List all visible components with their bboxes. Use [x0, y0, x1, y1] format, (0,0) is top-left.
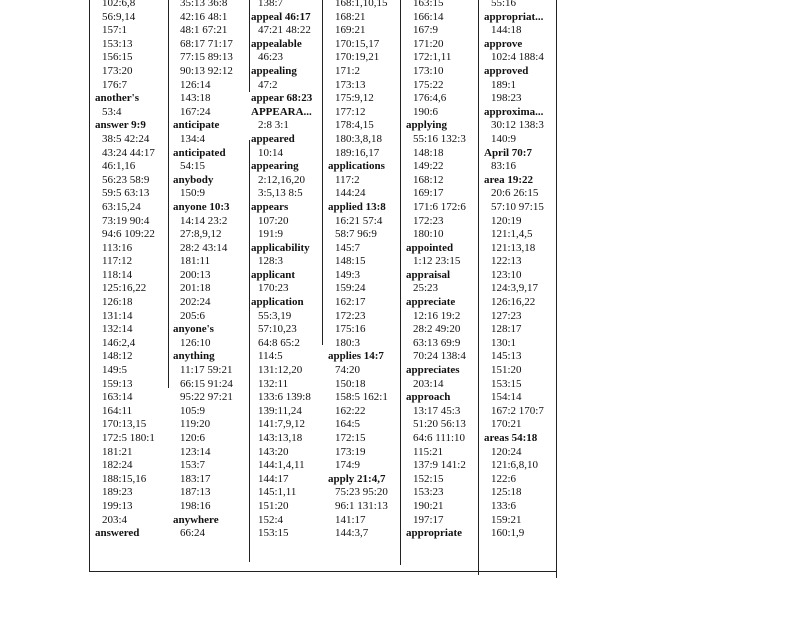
index-page-ref: 152:15	[413, 472, 444, 485]
index-page-ref: 171:20	[413, 37, 444, 50]
index-page-ref: 12:16 19:2	[413, 309, 461, 322]
index-page-ref: 127:23	[491, 309, 522, 322]
index-page-ref: 189:16,17	[335, 146, 380, 159]
index-page-ref: 125:16,22	[102, 282, 147, 295]
index-page-ref: 170:23	[258, 282, 289, 295]
index-page-ref: 172:1,11	[413, 51, 452, 64]
index-page-ref: 132:11	[258, 377, 289, 390]
index-term: appraisal	[406, 268, 451, 281]
index-term: anywhere	[173, 513, 219, 526]
index-page-ref: 55:16 132:3	[413, 132, 466, 145]
index-page-ref: 173:13	[335, 78, 366, 91]
index-term: approve	[484, 37, 523, 50]
index-page-ref: 131:14	[102, 309, 133, 322]
index-page-ref: 198:23	[491, 92, 522, 105]
index-term: appeal 46:17	[251, 10, 311, 23]
index-page-ref: 120:19	[491, 214, 522, 227]
index-page-ref: 172:15	[335, 432, 366, 444]
column-divider-2b	[249, 140, 250, 562]
column-divider-2	[249, 0, 250, 92]
index-page-ref: 175:9,12	[335, 92, 374, 105]
index-page-ref: 54:15	[180, 160, 206, 173]
index-page-ref: 153:15	[491, 377, 522, 390]
index-page-ref: 175:22	[413, 78, 444, 91]
index-page-ref: 152:4	[258, 513, 284, 526]
index-page-ref: 202:24	[180, 296, 211, 309]
index-page-ref: 107:20	[258, 214, 289, 227]
index-term: appropriate	[406, 527, 463, 540]
index-page-ref: 83:16	[491, 160, 517, 173]
index-term: approach	[406, 391, 451, 404]
index-page-ref: 149:22	[413, 160, 444, 173]
index-page-ref: 138:7	[258, 0, 284, 9]
index-page-ref: 197:17	[413, 513, 444, 526]
index-page-ref: 59:5 63:13	[102, 187, 150, 200]
index-term: appropriat...	[484, 10, 544, 23]
index-page-ref: 25:23	[413, 282, 439, 295]
index-page-ref: 151:20	[258, 499, 289, 512]
index-page-ref: 137:9 141:2	[413, 459, 466, 472]
index-page-ref: 150:18	[335, 377, 366, 390]
index-term: applications	[328, 160, 385, 173]
index-page-ref: 38:5 42:24	[102, 132, 150, 145]
index-page-ref: 157:1	[102, 24, 128, 37]
index-page-ref: 145:1,11	[258, 486, 297, 499]
index-page-ref: 141:17	[335, 513, 366, 526]
index-page-ref: 148:18	[413, 146, 444, 159]
index-page-ref: 56:9,14	[102, 10, 136, 23]
index-page-ref: 70:24 138:4	[413, 350, 466, 363]
index-page-ref: 143:20	[258, 445, 289, 458]
index-page-ref: 169:21	[335, 24, 366, 37]
index-page-ref: 46:23	[258, 51, 284, 64]
index-page-ref: 117:12	[102, 255, 133, 268]
index-term: appealing	[251, 64, 297, 77]
index-page-ref: 120:24	[491, 445, 522, 458]
index-page-ref: 145:13	[491, 350, 522, 363]
index-page-ref: 153:23	[413, 486, 444, 499]
index-page-ref: 51:20 56:13	[413, 418, 466, 431]
index-page-ref: 172:23	[413, 214, 444, 227]
index-page-ref: 13:17 45:3	[413, 404, 461, 417]
index-page-ref: 126:16,22	[491, 296, 536, 309]
index-page-ref: 181:21	[102, 445, 133, 458]
index-page-ref: 126:14	[180, 78, 211, 91]
index-page-ref: 73:19 90:4	[102, 214, 150, 227]
index-page-ref: 42:16 48:1	[180, 10, 228, 23]
index-column-1	[95, 0, 169, 541]
index-page-ref: 47:2	[258, 78, 278, 91]
index-page-ref: 47:21 48:22	[258, 24, 311, 37]
index-page-ref: 170:19,21	[335, 51, 380, 64]
index-page-ref: 121:1,4,5	[491, 228, 533, 241]
index-page-ref: 144:24	[335, 187, 366, 200]
index-page-ref: 48:1 67:21	[180, 24, 228, 37]
bottom-border	[89, 571, 557, 572]
index-term: APPEARA...	[251, 105, 312, 118]
index-page-ref: 189:1	[491, 78, 517, 91]
index-page-ref: 124:3,9,17	[491, 282, 539, 295]
index-page-ref: 131:12,20	[258, 364, 303, 377]
left-border	[89, 0, 90, 572]
index-page-ref: 55:3,19	[258, 309, 292, 322]
index-page-ref: 140:9	[491, 132, 517, 145]
index-page-ref: 55:16	[491, 0, 517, 9]
index-term: answer 9:9	[95, 119, 146, 132]
index-term: applicant	[251, 268, 296, 281]
index-page-ref: 150:9	[180, 187, 206, 200]
index-page-ref: 57:10,23	[258, 323, 297, 336]
index-page-ref: 20:6 26:15	[491, 187, 539, 200]
index-page-ref: 159:21	[491, 513, 522, 526]
index-page-ref: 90:13 92:12	[180, 64, 233, 77]
index-page-ref: 122:6	[491, 472, 517, 485]
index-page-ref: 163:14	[102, 391, 133, 404]
index-term: appealable	[251, 37, 302, 50]
index-page-ref: 132:14	[102, 323, 133, 336]
index-column-4	[328, 0, 400, 541]
index-page-ref: 102:4 188:4	[491, 51, 544, 64]
index-page-ref: 57:10 97:15	[491, 200, 544, 213]
index-page-ref: 168:12	[413, 173, 444, 186]
index-page-ref: 126:18	[102, 296, 133, 309]
index-page-ref: 200:13	[180, 268, 211, 281]
index-page-ref: 2:12,16,20	[258, 173, 306, 186]
index-page-ref: 178:4,15	[335, 119, 374, 132]
index-page-ref: 146:2,4	[102, 336, 136, 349]
index-page-ref: 113:16	[102, 241, 133, 254]
index-page-ref: 46:1,16	[102, 160, 136, 173]
index-page-ref: 128:3	[258, 255, 284, 268]
index-page-ref: 148:12	[102, 350, 133, 363]
index-page-ref: 167:2 170:7	[491, 404, 544, 417]
index-page-ref: 166:14	[413, 10, 444, 23]
index-page-ref: 159:24	[335, 282, 366, 295]
index-term: applicability	[251, 241, 310, 254]
index-page-ref: 159:13	[102, 377, 133, 390]
index-page-ref: 58:7 96:9	[335, 228, 377, 241]
index-page-ref: 144:3,7	[335, 527, 369, 540]
index-page-ref: 203:4	[102, 513, 128, 526]
index-page-ref: 122:13	[491, 255, 522, 268]
index-page-ref: 169:17	[413, 187, 444, 200]
index-term: appear 68:23	[251, 92, 313, 105]
index-page-ref: 63:13 69:9	[413, 336, 461, 349]
index-page-ref: 168:21	[335, 10, 366, 23]
index-page-ref: 68:17 71:17	[180, 37, 233, 50]
index-page-ref: 128:17	[491, 323, 522, 336]
index-page-ref: 183:17	[180, 472, 211, 485]
index-page-ref: 171:6 172:6	[413, 200, 466, 213]
index-page-ref: 180:10	[413, 228, 444, 241]
index-column-5	[406, 0, 479, 541]
index-page-ref: 170:21	[491, 418, 522, 431]
index-page-ref: 205:6	[180, 309, 206, 322]
index-page-ref: 176:4,6	[413, 92, 447, 105]
index-page-ref: 64:8 65:2	[258, 336, 300, 349]
index-term: appreciates	[406, 364, 460, 377]
index-page-ref: 56:23 58:9	[102, 173, 150, 186]
index-term: application	[251, 296, 304, 309]
index-column-6	[484, 0, 556, 541]
index-page-ref: 198:16	[180, 499, 211, 512]
index-page-ref: 199:13	[102, 499, 133, 512]
index-page-ref: 28:2 43:14	[180, 241, 228, 254]
index-page-ref: 66:15 91:24	[180, 377, 233, 390]
index-page-ref: 141:7,9,12	[258, 418, 306, 431]
index-page-ref: 10:14	[258, 146, 284, 159]
index-term: area 19:22	[484, 173, 533, 186]
index-page-ref: 149:5	[102, 364, 128, 377]
index-page-ref: 153:15	[258, 527, 289, 540]
index-term: applies 14:7	[328, 350, 384, 363]
index-term: anybody	[173, 173, 214, 186]
index-page-ref: 180:3	[335, 336, 361, 349]
index-term: answered	[95, 527, 140, 540]
index-term: appeared	[251, 132, 295, 145]
index-page-ref: 115:21	[413, 445, 444, 458]
index-page-ref: 133:6 139:8	[258, 391, 311, 404]
index-page-ref: 153:13	[102, 37, 133, 50]
index-page-ref: 64:6 111:10	[413, 432, 466, 444]
index-page-ref: 167:9	[413, 24, 439, 37]
index-page-ref: 144:17	[258, 472, 289, 485]
index-term: areas 54:18	[484, 432, 538, 444]
index-page-ref: 190:6	[413, 105, 439, 118]
index-term: appointed	[406, 241, 454, 254]
index-page-ref: 173:20	[102, 64, 133, 77]
index-page-ref: 151:20	[491, 364, 522, 377]
index-term: applying	[406, 119, 447, 132]
index-page-ref: 189:23	[102, 486, 133, 499]
index-page-ref: 172:23	[335, 309, 366, 322]
index-page-ref: 160:1,9	[491, 527, 525, 540]
index-page-ref: 11:17 59:21	[180, 364, 233, 377]
index-page-ref: 148:15	[335, 255, 366, 268]
index-column-2	[173, 0, 249, 541]
index-page-ref: 163:15	[413, 0, 444, 9]
index-page-ref: 162:17	[335, 296, 366, 309]
index-page-ref: 74:20	[335, 364, 361, 377]
index-page-ref: 114:5	[258, 350, 283, 363]
index-term: applied 13:8	[328, 200, 386, 213]
index-term: appreciate	[406, 296, 456, 309]
index-page-ref: 3:5,13 8:5	[258, 187, 303, 200]
index-page-ref: 14:14 23:2	[180, 214, 228, 227]
index-page-ref: 53:4	[102, 105, 122, 118]
index-page-ref: 158:5 162:1	[335, 391, 388, 404]
index-page-ref: 43:24 44:17	[102, 146, 155, 159]
index-page-ref: 191:9	[258, 228, 284, 241]
index-page-ref: 120:6	[180, 432, 206, 444]
index-page-ref: 126:10	[180, 336, 211, 349]
index-page-ref: 168:1,10,15	[335, 0, 388, 9]
index-column-3	[251, 0, 323, 541]
index-term: appears	[251, 200, 289, 213]
right-border	[556, 0, 557, 578]
index-page-ref: 187:13	[180, 486, 211, 499]
index-page-ref: 177:12	[335, 105, 366, 118]
index-term: anyone 10:3	[173, 200, 230, 213]
index-page-ref: 119:20	[180, 418, 211, 431]
index-page-ref: 75:23 95:20	[335, 486, 388, 499]
index-page-ref: 133:6	[491, 499, 517, 512]
index-term: approved	[484, 64, 529, 77]
index-page-ref: 16:21 57:4	[335, 214, 383, 227]
index-page-ref: 134:4	[180, 132, 206, 145]
index-page-ref: 117:2	[335, 173, 360, 186]
index-page-ref: 66:24	[180, 527, 206, 540]
index-page-ref: 2:8 3:1	[258, 119, 289, 132]
index-term: April 70:7	[484, 146, 532, 159]
index-page-ref: 123:14	[180, 445, 211, 458]
index-page-ref: 143:18	[180, 92, 211, 105]
index-page-ref: 139:11,24	[258, 404, 302, 417]
index-page-ref: 118:14	[102, 268, 133, 281]
index-page-ref: 94:6 109:22	[102, 228, 155, 241]
index-page-ref: 176:7	[102, 78, 128, 91]
index-page-ref: 162:22	[335, 404, 366, 417]
index-page-ref: 188:15,16	[102, 472, 147, 485]
column-divider-4	[400, 0, 401, 565]
index-page-ref: 201:18	[180, 282, 211, 295]
index-page-ref: 164:5	[335, 418, 361, 431]
index-page-ref: 144:18	[491, 24, 522, 37]
index-term: anticipated	[173, 146, 226, 159]
index-page-ref: 130:1	[491, 336, 517, 349]
index-page-ref: 27:8,9,12	[180, 228, 222, 241]
index-page-ref: 1:12 23:15	[413, 255, 461, 268]
index-page-ref: 173:19	[335, 445, 366, 458]
index-page-ref: 121:13,18	[491, 241, 536, 254]
index-term: approxima...	[484, 105, 544, 118]
index-page-ref: 173:10	[413, 64, 444, 77]
index-term: appearing	[251, 160, 299, 173]
index-page-ref: 105:9	[180, 404, 206, 417]
index-page-ref: 63:15,24	[102, 200, 141, 213]
index-term: anything	[173, 350, 215, 363]
index-page-ref: 164:11	[102, 404, 133, 417]
index-page-ref: 102:6,8	[102, 0, 136, 9]
index-page-ref: 144:1,4,11	[258, 459, 305, 472]
index-page-ref: 182:24	[102, 459, 133, 472]
index-page-ref: 143:13,18	[258, 432, 303, 444]
index-term: apply 21:4,7	[328, 472, 386, 485]
index-page-ref: 167:24	[180, 105, 211, 118]
index-term: anticipate	[173, 119, 220, 132]
index-page-ref: 180:3,8,18	[335, 132, 383, 145]
index-page-ref: 174:9	[335, 459, 361, 472]
index-page-ref: 154:14	[491, 391, 522, 404]
index-page-ref: 28:2 49:20	[413, 323, 461, 336]
index-page-ref: 125:18	[491, 486, 522, 499]
index-page-ref: 149:3	[335, 268, 361, 281]
index-page-ref: 35:13 36:8	[180, 0, 228, 9]
index-page-ref: 96:1 131:13	[335, 499, 388, 512]
index-page-ref: 172:5 180:1	[102, 432, 155, 444]
index-page-ref: 156:15	[102, 51, 133, 64]
index-page-ref: 181:11	[180, 255, 211, 268]
index-page-ref: 95:22 97:21	[180, 391, 233, 404]
index-page-ref: 145:7	[335, 241, 361, 254]
index-page-ref: 175:16	[335, 323, 366, 336]
index-page-ref: 170:15,17	[335, 37, 380, 50]
index-page-ref: 123:10	[491, 268, 522, 281]
index-page-ref: 170:13,15	[102, 418, 147, 431]
index-page-ref: 171:2	[335, 64, 361, 77]
index-page-ref: 121:6,8,10	[491, 459, 539, 472]
index-page-ref: 77:15 89:13	[180, 51, 233, 64]
index-page-ref: 203:14	[413, 377, 444, 390]
index-term: another's	[95, 92, 139, 105]
index-page-ref: 153:7	[180, 459, 206, 472]
index-term: anyone's	[173, 323, 214, 336]
index-page-ref: 190:21	[413, 499, 444, 512]
index-page-ref: 30:12 138:3	[491, 119, 544, 132]
